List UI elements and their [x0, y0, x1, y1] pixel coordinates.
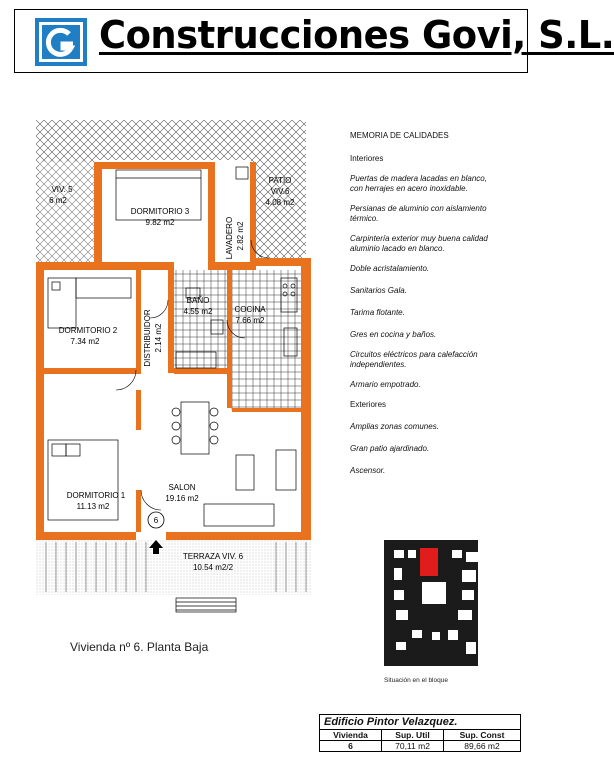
specs-interiores-heading: Interiores [350, 154, 384, 163]
room-name-lavadero: LAVADERO [225, 216, 234, 260]
plan-caption: Vivienda nº 6. Planta Baja [70, 640, 209, 654]
room-area-salon: 19.16 m2 [165, 494, 199, 503]
spec-item: Puertas de madera lacadas en blanco, con herrajes en acero inoxidable. [350, 174, 487, 193]
room-sub-patio: VIV.6 [270, 187, 290, 196]
specs-title: MEMORIA DE CALIDADES [350, 131, 449, 140]
surface-table [319, 714, 521, 752]
room-name-cocina: COCINA [234, 305, 266, 314]
room-area-cocina: 7.66 m2 [235, 316, 265, 325]
room-area-bano: 4.55 m2 [183, 307, 213, 316]
room-area-dormitorio1: 11.13 m2 [76, 502, 110, 511]
company-name: Construcciones Govi, S.L. [99, 13, 614, 57]
room-name-terraza: TERRAZA VIV. 6 [182, 552, 244, 561]
minimap-caption: Situación en el bloque [384, 677, 448, 684]
cell-vivienda: 6 [320, 741, 382, 752]
room-name-distribuidor: DISTRIBUIDOR [143, 309, 152, 367]
room-name-viv5: VIV. 5 [51, 185, 73, 194]
cell-sup-const: 89,66 m2 [444, 741, 521, 752]
col-header-vivienda: Vivienda [320, 730, 382, 741]
room-area-dormitorio3: 9.82 m2 [145, 218, 175, 227]
floor-plan [36, 120, 326, 620]
spec-item: Doble acristalamiento. [350, 264, 430, 273]
spec-item: Gran patio ajardinado. [350, 444, 430, 453]
room-area-lavadero: 2.82 m2 [236, 221, 245, 251]
room-name-dormitorio3: DORMITORIO 3 [130, 207, 190, 216]
col-header-sup-const: Sup. Const [444, 730, 521, 741]
specs-exteriores-heading: Exteriores [350, 400, 387, 409]
room-area-terraza: 10.54 m2/2 [192, 563, 234, 572]
spec-item: Sanitarios Gala. [350, 286, 407, 295]
spec-item: Gres en cocina y baños. [350, 330, 437, 339]
company-logo [35, 18, 87, 66]
room-name-bano: BAÑO [186, 296, 210, 305]
room-name-dormitorio2: DORMITORIO 2 [58, 326, 118, 335]
spec-item: Armario empotrado. [350, 380, 421, 389]
location-minimap [382, 538, 486, 668]
spec-item: Circuitos eléctricos para calefacción independientes. [350, 350, 478, 369]
col-header-sup-util: Sup. Util [382, 730, 444, 741]
room-name-patio: PATIO [268, 176, 292, 185]
room-area-distribuidor: 2.14 m2 [154, 323, 163, 353]
room-area-viv5: 6 m2 [49, 196, 67, 205]
spec-item: Amplias zonas comunes. [350, 422, 439, 431]
unit-marker: 6 [153, 516, 159, 525]
room-name-salon: SALON [168, 483, 196, 492]
spec-item: Tarima flotante. [350, 308, 405, 317]
room-area-patio: 4.08 m2 [265, 198, 295, 207]
room-name-dormitorio1: DORMITORIO 1 [66, 491, 126, 500]
spec-item: Carpintería exterior muy buena calidad aluminio lacado en blanco. [350, 234, 488, 253]
company-header [14, 9, 614, 73]
spec-item: Ascensor. [350, 466, 386, 475]
spec-item: Persianas de aluminio con aislamiento térmico. [350, 204, 487, 223]
quality-specs [350, 131, 500, 476]
cell-sup-util: 70,11 m2 [382, 741, 444, 752]
building-name: Edificio Pintor Velazquez. [320, 715, 521, 730]
room-area-dormitorio2: 7.34 m2 [70, 337, 100, 346]
